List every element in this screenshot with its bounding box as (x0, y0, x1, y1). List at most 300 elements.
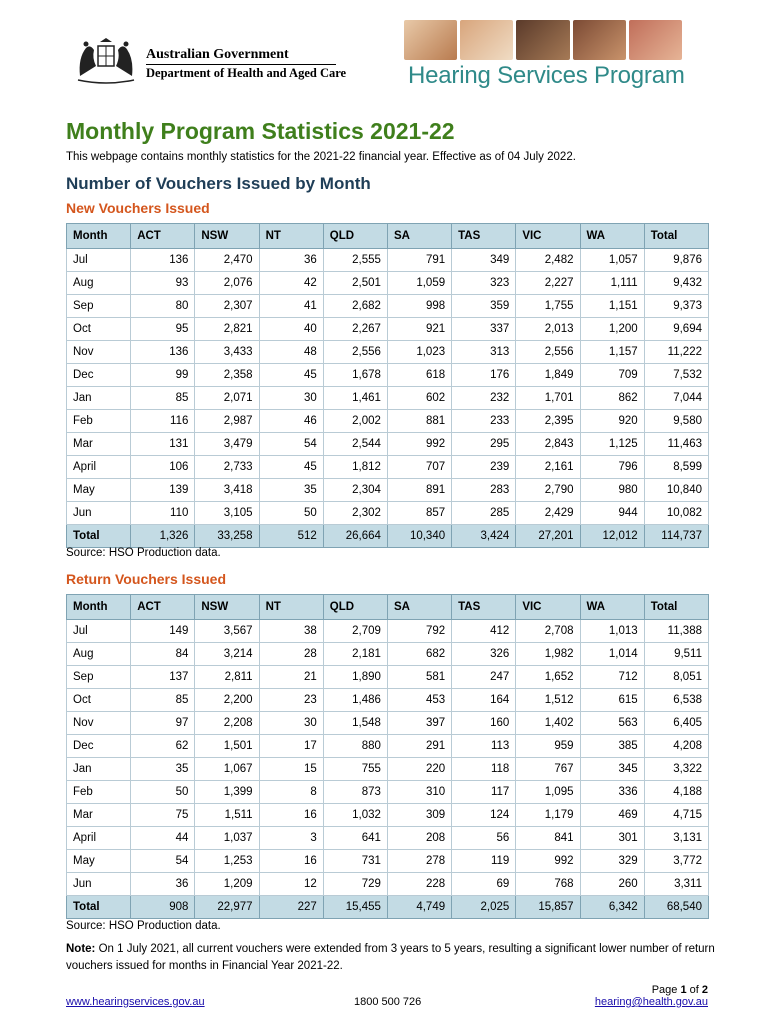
table-cell: 310 (387, 781, 451, 804)
column-header: TAS (452, 224, 516, 249)
table-row (67, 318, 709, 341)
table-cell: 2,267 (323, 318, 387, 341)
table-cell: 2,358 (195, 364, 259, 387)
table-cell: 97 (131, 712, 195, 735)
table-row (67, 341, 709, 364)
table-cell: 2,682 (323, 295, 387, 318)
table-cell: 2,076 (195, 272, 259, 295)
table-cell: 3,105 (195, 502, 259, 525)
total-cell: 33,258 (195, 525, 259, 548)
table-cell: April (67, 456, 131, 479)
total-cell: 2,025 (452, 896, 516, 919)
total-cell: 68,540 (644, 896, 708, 919)
table-cell: 2,208 (195, 712, 259, 735)
table-row (67, 502, 709, 525)
program-logo-text: Hearing Services Program (408, 62, 685, 89)
table-cell: 796 (580, 456, 644, 479)
table-cell: Feb (67, 781, 131, 804)
total-cell: 1,326 (131, 525, 195, 548)
table-cell: 301 (580, 827, 644, 850)
table-cell: 9,373 (644, 295, 708, 318)
table-cell: 1,253 (195, 850, 259, 873)
column-header: Month (67, 595, 131, 620)
table-cell: 50 (131, 781, 195, 804)
table-cell: 323 (452, 272, 516, 295)
table-cell: 2,227 (516, 272, 580, 295)
table-cell: 208 (387, 827, 451, 850)
page-prefix: Page (651, 984, 681, 996)
new-vouchers-source: Source: HSO Production data. (66, 547, 221, 559)
table-cell: 1,701 (516, 387, 580, 410)
table-cell: 11,463 (644, 433, 708, 456)
table-cell: 1,402 (516, 712, 580, 735)
total-cell: 15,455 (323, 896, 387, 919)
table-cell: 93 (131, 272, 195, 295)
table-cell: 21 (259, 666, 323, 689)
table-cell: 2,302 (323, 502, 387, 525)
table-cell: 80 (131, 295, 195, 318)
table-cell: 337 (452, 318, 516, 341)
table-cell: 118 (452, 758, 516, 781)
department-name: Department of Health and Aged Care (146, 66, 347, 80)
table-cell: 2,987 (195, 410, 259, 433)
table-cell: 99 (131, 364, 195, 387)
table-cell: 54 (131, 850, 195, 873)
total-cell: 4,749 (387, 896, 451, 919)
table-cell: 469 (580, 804, 644, 827)
table-cell: 618 (387, 364, 451, 387)
header-photo (629, 20, 682, 60)
table-row (67, 735, 709, 758)
header-photo (516, 20, 569, 60)
table-cell: 709 (580, 364, 644, 387)
total-cell: 6,342 (580, 896, 644, 919)
table-row (67, 827, 709, 850)
table-cell: Nov (67, 712, 131, 735)
table-cell: 75 (131, 804, 195, 827)
table-cell: 767 (516, 758, 580, 781)
website-link[interactable]: www.hearingservices.gov.au (66, 996, 205, 1008)
note-paragraph (66, 941, 716, 975)
table-cell: 260 (580, 873, 644, 896)
table-cell: 359 (452, 295, 516, 318)
table-cell: Mar (67, 804, 131, 827)
table-cell: Sep (67, 295, 131, 318)
table-cell: 841 (516, 827, 580, 850)
table-cell: 980 (580, 479, 644, 502)
table-cell: 239 (452, 456, 516, 479)
table-cell: 2,395 (516, 410, 580, 433)
table-cell: 10,082 (644, 502, 708, 525)
table-cell: 113 (452, 735, 516, 758)
table-cell: 116 (131, 410, 195, 433)
table-cell: 1,678 (323, 364, 387, 387)
table-cell: 2,733 (195, 456, 259, 479)
column-header: Total (644, 595, 708, 620)
table-cell: 1,013 (580, 620, 644, 643)
table-cell: 8 (259, 781, 323, 804)
table-cell: 349 (452, 249, 516, 272)
total-cell: Total (67, 896, 131, 919)
table-cell: 45 (259, 364, 323, 387)
table-cell: 2,709 (323, 620, 387, 643)
total-cell: 22,977 (195, 896, 259, 919)
total-cell: 26,664 (323, 525, 387, 548)
table-cell: 4,188 (644, 781, 708, 804)
table-cell: 3,214 (195, 643, 259, 666)
column-header: SA (387, 595, 451, 620)
table-cell: 137 (131, 666, 195, 689)
table-cell: 1,200 (580, 318, 644, 341)
column-header: NSW (195, 224, 259, 249)
table-cell: 2,556 (323, 341, 387, 364)
table-cell: 712 (580, 666, 644, 689)
table-cell: 232 (452, 387, 516, 410)
table-cell: 117 (452, 781, 516, 804)
table-cell: 862 (580, 387, 644, 410)
new-vouchers-title: New Vouchers Issued (66, 200, 210, 216)
column-header: Month (67, 224, 131, 249)
table-cell: 6,405 (644, 712, 708, 735)
table-cell: Aug (67, 643, 131, 666)
table-cell: 2,071 (195, 387, 259, 410)
table-cell: 313 (452, 341, 516, 364)
table-cell: 228 (387, 873, 451, 896)
table-row (67, 364, 709, 387)
table-cell: 16 (259, 850, 323, 873)
table-cell: 3,322 (644, 758, 708, 781)
table-cell: 3,772 (644, 850, 708, 873)
new-vouchers-table (66, 223, 709, 548)
table-cell: Jun (67, 873, 131, 896)
table-cell: 385 (580, 735, 644, 758)
table-cell: 4,208 (644, 735, 708, 758)
total-row (67, 525, 709, 548)
table-cell: 139 (131, 479, 195, 502)
table-row (67, 272, 709, 295)
table-cell: 791 (387, 249, 451, 272)
page-current: 1 (680, 984, 687, 996)
table-cell: 682 (387, 643, 451, 666)
table-cell: 329 (580, 850, 644, 873)
table-cell: 110 (131, 502, 195, 525)
table-cell: 2,482 (516, 249, 580, 272)
total-cell: 15,857 (516, 896, 580, 919)
table-cell: 2,708 (516, 620, 580, 643)
column-header: SA (387, 224, 451, 249)
table-cell: Oct (67, 318, 131, 341)
table-cell: 12 (259, 873, 323, 896)
table-cell: 1,111 (580, 272, 644, 295)
table-cell: April (67, 827, 131, 850)
table-cell: 106 (131, 456, 195, 479)
table-cell: 615 (580, 689, 644, 712)
table-cell: 2,002 (323, 410, 387, 433)
table-cell: 768 (516, 873, 580, 896)
table-row (67, 433, 709, 456)
return-vouchers-table (66, 594, 709, 919)
table-cell: 16 (259, 804, 323, 827)
table-row (67, 479, 709, 502)
table-cell: 397 (387, 712, 451, 735)
table-cell: 3,418 (195, 479, 259, 502)
table-cell: Jul (67, 249, 131, 272)
table-cell: 7,044 (644, 387, 708, 410)
table-cell: 857 (387, 502, 451, 525)
table-cell: Nov (67, 341, 131, 364)
note-text: On 1 July 2021, all current vouchers were extended from 3 years to 5 years, resulting a significant lower number of return vouchers issued for months in Financial Year 2021-22. (66, 943, 715, 972)
table-cell: 36 (131, 873, 195, 896)
table-row (67, 249, 709, 272)
table-row (67, 456, 709, 479)
table-cell: 149 (131, 620, 195, 643)
header-divider (146, 64, 336, 65)
column-header: QLD (323, 595, 387, 620)
table-cell: 2,843 (516, 433, 580, 456)
section-title: Number of Vouchers Issued by Month (66, 174, 371, 193)
total-row (67, 896, 709, 919)
coat-of-arms-icon (72, 36, 140, 86)
total-cell: 27,201 (516, 525, 580, 548)
table-cell: 4,715 (644, 804, 708, 827)
table-cell: 15 (259, 758, 323, 781)
table-cell: 2,181 (323, 643, 387, 666)
government-name: Australian Government (146, 47, 289, 62)
table-row (67, 387, 709, 410)
table-cell: 1,023 (387, 341, 451, 364)
table-cell: 36 (259, 249, 323, 272)
column-header: NT (259, 224, 323, 249)
table-cell: 278 (387, 850, 451, 873)
table-cell: 1,057 (580, 249, 644, 272)
table-cell: 309 (387, 804, 451, 827)
table-cell: 1,512 (516, 689, 580, 712)
table-row (67, 666, 709, 689)
column-header: ACT (131, 595, 195, 620)
table-row (67, 643, 709, 666)
page-title: Monthly Program Statistics 2021-22 (66, 118, 455, 144)
table-cell: Jan (67, 387, 131, 410)
table-cell: 881 (387, 410, 451, 433)
table-cell: 3,311 (644, 873, 708, 896)
table-cell: 959 (516, 735, 580, 758)
table-cell: 1,501 (195, 735, 259, 758)
table-cell: 6,538 (644, 689, 708, 712)
table-cell: 336 (580, 781, 644, 804)
table-cell: 42 (259, 272, 323, 295)
table-cell: 2,501 (323, 272, 387, 295)
intro-text: This webpage contains monthly statistics for the 2021-22 financial year. Effective as of 04 July 2022. (66, 151, 576, 163)
table-cell: 295 (452, 433, 516, 456)
table-cell: 2,013 (516, 318, 580, 341)
table-cell: 1,095 (516, 781, 580, 804)
column-header: ACT (131, 224, 195, 249)
table-cell: 729 (323, 873, 387, 896)
table-cell: 891 (387, 479, 451, 502)
column-header: NSW (195, 595, 259, 620)
table-cell: Feb (67, 410, 131, 433)
table-cell: 124 (452, 804, 516, 827)
column-header: TAS (452, 595, 516, 620)
return-vouchers-source: Source: HSO Production data. (66, 920, 221, 932)
table-cell: 641 (323, 827, 387, 850)
table-cell: 8,051 (644, 666, 708, 689)
table-cell: Aug (67, 272, 131, 295)
table-cell: 50 (259, 502, 323, 525)
table-cell: 7,532 (644, 364, 708, 387)
table-cell: 992 (387, 433, 451, 456)
table-cell: 9,876 (644, 249, 708, 272)
table-cell: 1,652 (516, 666, 580, 689)
table-cell: 95 (131, 318, 195, 341)
table-cell: 1,209 (195, 873, 259, 896)
table-cell: Mar (67, 433, 131, 456)
table-row (67, 804, 709, 827)
table-cell: 1,399 (195, 781, 259, 804)
table-cell: 880 (323, 735, 387, 758)
table-row (67, 712, 709, 735)
column-header: WA (580, 224, 644, 249)
table-cell: 1,067 (195, 758, 259, 781)
table-cell: 1,014 (580, 643, 644, 666)
table-cell: 176 (452, 364, 516, 387)
table-cell: 581 (387, 666, 451, 689)
table-cell: Dec (67, 364, 131, 387)
table-cell: 453 (387, 689, 451, 712)
table-cell: 2,304 (323, 479, 387, 502)
page-of: of (686, 984, 702, 996)
table-cell: Jan (67, 758, 131, 781)
column-header: Total (644, 224, 708, 249)
table-cell: 62 (131, 735, 195, 758)
table-cell: 992 (516, 850, 580, 873)
table-cell: 2,429 (516, 502, 580, 525)
table-cell: 1,849 (516, 364, 580, 387)
table-cell: 707 (387, 456, 451, 479)
column-header: WA (580, 595, 644, 620)
table-cell: 23 (259, 689, 323, 712)
table-cell: 30 (259, 387, 323, 410)
table-cell: 345 (580, 758, 644, 781)
table-cell: 9,580 (644, 410, 708, 433)
page-total: 2 (701, 984, 708, 996)
table-cell: 1,059 (387, 272, 451, 295)
table-cell: 119 (452, 850, 516, 873)
table-cell: 69 (452, 873, 516, 896)
table-cell: 792 (387, 620, 451, 643)
header-photo (573, 20, 626, 60)
table-cell: 1,032 (323, 804, 387, 827)
table-cell: 1,125 (580, 433, 644, 456)
table-cell: 10,840 (644, 479, 708, 502)
note-label: Note: (66, 943, 96, 955)
table-cell: 9,432 (644, 272, 708, 295)
header-photo-strip (404, 20, 682, 60)
table-cell: 1,486 (323, 689, 387, 712)
table-cell: 2,544 (323, 433, 387, 456)
total-cell: 114,737 (644, 525, 708, 548)
table-cell: 38 (259, 620, 323, 643)
table-cell: 2,811 (195, 666, 259, 689)
phone-number: 1800 500 726 (354, 996, 422, 1008)
table-cell: 136 (131, 341, 195, 364)
table-row (67, 410, 709, 433)
table-cell: 41 (259, 295, 323, 318)
table-cell: 40 (259, 318, 323, 341)
total-cell: 227 (259, 896, 323, 919)
total-cell: 908 (131, 896, 195, 919)
table-cell: Jun (67, 502, 131, 525)
table-cell: 412 (452, 620, 516, 643)
table-cell: 164 (452, 689, 516, 712)
table-cell: 2,556 (516, 341, 580, 364)
table-row (67, 689, 709, 712)
table-cell: Jul (67, 620, 131, 643)
table-row (67, 295, 709, 318)
table-cell: 2,821 (195, 318, 259, 341)
table-cell: 1,157 (580, 341, 644, 364)
table-cell: 85 (131, 689, 195, 712)
table-cell: 8,599 (644, 456, 708, 479)
table-cell: 326 (452, 643, 516, 666)
table-cell: 3 (259, 827, 323, 850)
table-cell: 247 (452, 666, 516, 689)
table-cell: 48 (259, 341, 323, 364)
table-cell: 291 (387, 735, 451, 758)
table-cell: 85 (131, 387, 195, 410)
table-cell: 45 (259, 456, 323, 479)
table-cell: 1,812 (323, 456, 387, 479)
table-cell: 131 (131, 433, 195, 456)
table-cell: 2,161 (516, 456, 580, 479)
total-cell: 12,012 (580, 525, 644, 548)
table-cell: 54 (259, 433, 323, 456)
column-header: NT (259, 595, 323, 620)
table-cell: 30 (259, 712, 323, 735)
table-cell: 3,567 (195, 620, 259, 643)
table-cell: 283 (452, 479, 516, 502)
table-cell: 755 (323, 758, 387, 781)
table-cell: 44 (131, 827, 195, 850)
table-cell: 1,151 (580, 295, 644, 318)
table-cell: 1,461 (323, 387, 387, 410)
column-header: VIC (516, 595, 580, 620)
table-cell: 17 (259, 735, 323, 758)
header-photo (460, 20, 513, 60)
table-cell: 46 (259, 410, 323, 433)
return-vouchers-title: Return Vouchers Issued (66, 571, 227, 587)
table-cell: Dec (67, 735, 131, 758)
email-link[interactable]: hearing@health.gov.au (594, 996, 708, 1008)
table-cell: 731 (323, 850, 387, 873)
table-cell: 84 (131, 643, 195, 666)
table-cell: 160 (452, 712, 516, 735)
table-cell: 233 (452, 410, 516, 433)
table-cell: 998 (387, 295, 451, 318)
table-cell: 1,890 (323, 666, 387, 689)
page-header (0, 0, 770, 110)
table-cell: 921 (387, 318, 451, 341)
table-cell: 1,511 (195, 804, 259, 827)
table-cell: Sep (67, 666, 131, 689)
table-cell: 2,555 (323, 249, 387, 272)
table-cell: 602 (387, 387, 451, 410)
table-cell: 11,388 (644, 620, 708, 643)
table-cell: 944 (580, 502, 644, 525)
table-cell: 136 (131, 249, 195, 272)
table-row (67, 620, 709, 643)
table-cell: 9,694 (644, 318, 708, 341)
